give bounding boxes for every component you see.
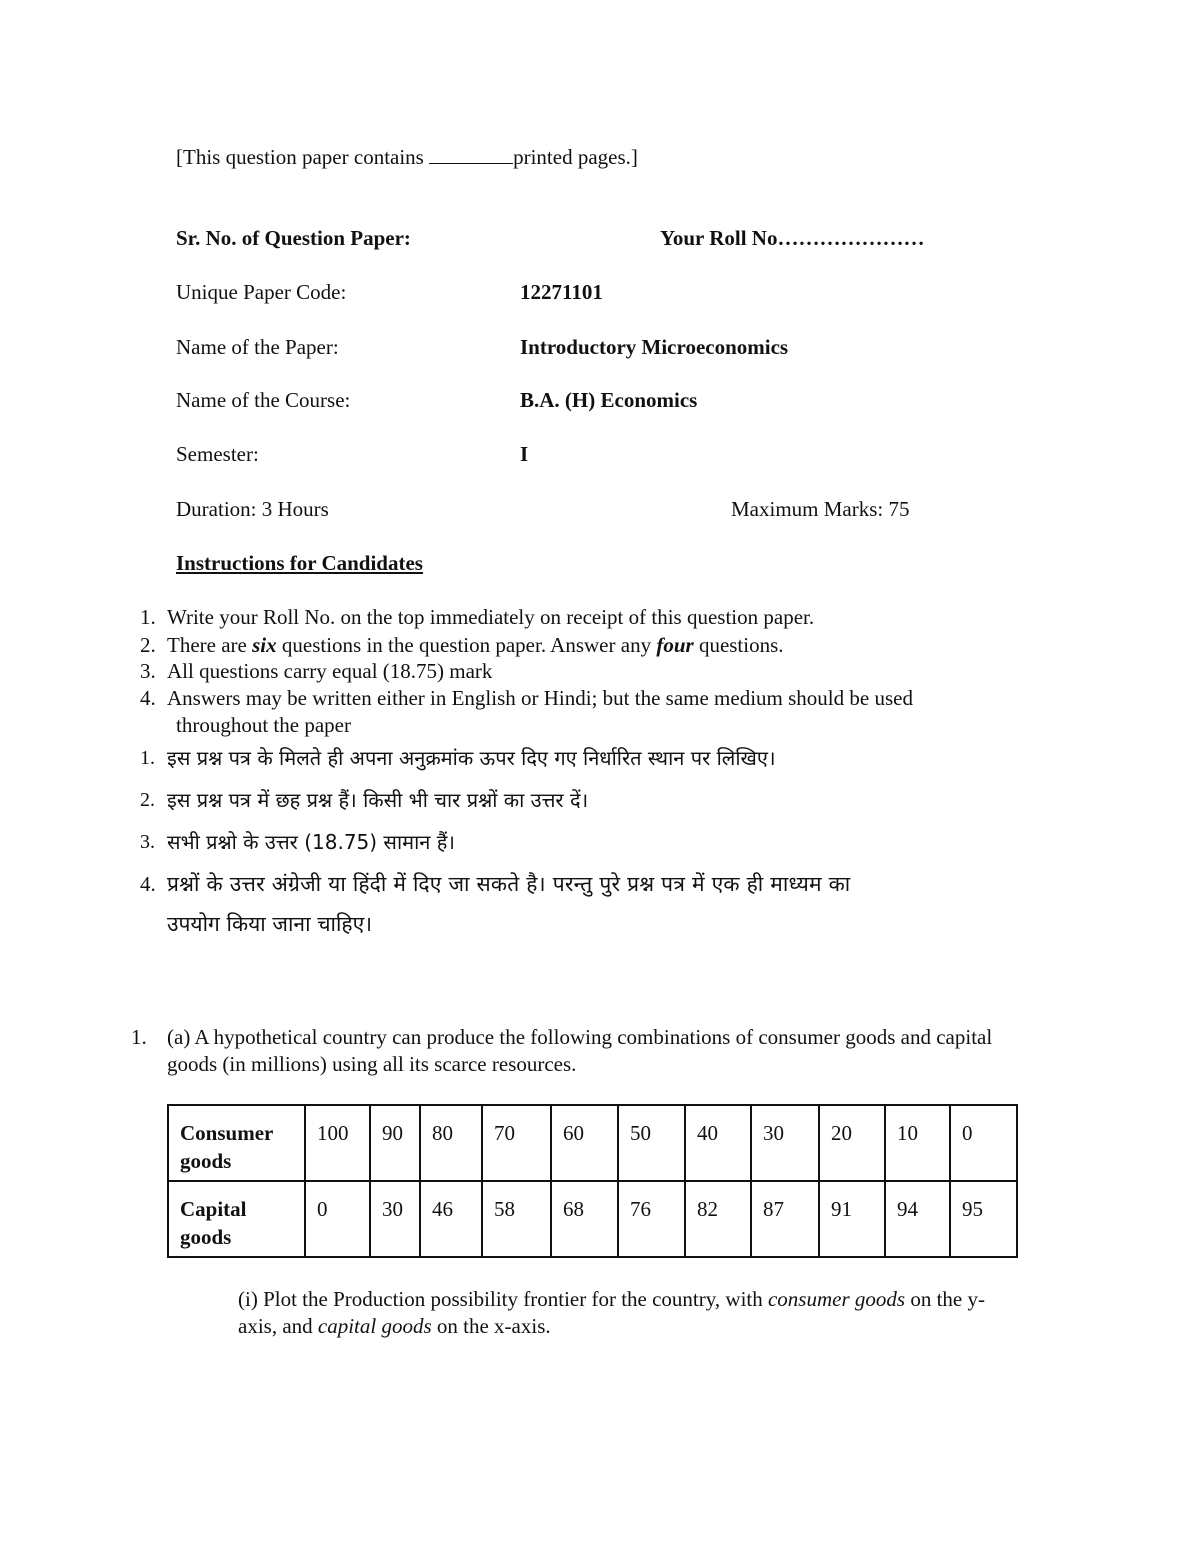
table-cell: 50: [618, 1105, 685, 1181]
roll-no-label: Your Roll No…………………: [660, 226, 925, 250]
table-cell: 60: [551, 1105, 618, 1181]
sub-question-text: (i) Plot the Production possibility frontier for the country, with: [238, 1287, 768, 1311]
table-cell: 58: [482, 1181, 551, 1257]
instruction-number: 3.: [140, 659, 156, 683]
table-cell: 70: [482, 1105, 551, 1181]
course-name-value: B.A. (H) Economics: [520, 388, 698, 412]
instruction-hi-4-cont: उपयोग किया जाना चाहिए।: [167, 912, 373, 936]
instruction-number: 3.: [140, 831, 155, 853]
table-cell: 0: [950, 1105, 1017, 1181]
table-cell: 0: [305, 1181, 370, 1257]
paper-name-value: Introductory Microeconomics: [520, 335, 789, 359]
instruction-number: 4.: [140, 686, 156, 710]
table-cell: 30: [751, 1105, 819, 1181]
instruction-number: 1.: [140, 747, 155, 769]
instruction-number: 2.: [140, 789, 155, 811]
page-count-line: [176, 144, 638, 171]
instruction-text-part: questions in the question paper. Answer any: [276, 633, 657, 657]
table-cell: 76: [618, 1181, 685, 1257]
question-1-cont: goods (in millions) using all its scarce resources.: [167, 1052, 577, 1076]
table-row: [168, 1181, 1017, 1257]
instruction-number: 2.: [140, 633, 156, 657]
emphasis-consumer-goods: consumer goods: [767, 1287, 906, 1311]
instruction-text: Answers may be written either in English or Hindi; but the same medium should be used: [167, 686, 913, 710]
table-cell: 90: [370, 1105, 420, 1181]
instruction-text: All questions carry equal (18.75) mark: [167, 659, 493, 683]
instruction-text-hindi: प्रश्नों के उत्तर अंग्रेजी या हिंदी में दिए जा सकते है। परन्तु पुरे प्रश्न पत्र में एक ही माध्यम का: [167, 872, 851, 896]
instruction-text-hindi: इस प्रश्न पत्र में छह प्रश्न हैं। किसी भी चार प्रश्नों का उत्तर दें।: [167, 788, 589, 812]
sub-question-i: [238, 1286, 985, 1313]
table-cell: 10: [885, 1105, 950, 1181]
instruction-text-hindi: इस प्रश्न पत्र के मिलते ही अपना अनुक्रमांक ऊपर दिए गए निर्धारित स्थान पर लिखिए।: [167, 746, 776, 770]
table-cell: 80: [420, 1105, 482, 1181]
instruction-text-part: questions.: [693, 633, 784, 657]
table-cell: 95: [950, 1181, 1017, 1257]
instruction-text-part: There are: [167, 633, 253, 657]
table-cell: 87: [751, 1181, 819, 1257]
instruction-en-4-cont: throughout the paper: [176, 713, 351, 737]
row-label-consumer-goods: Consumer goods: [168, 1105, 305, 1181]
sr-no-label: Sr. No. of Question Paper:: [176, 226, 411, 250]
upc-label: Unique Paper Code:: [176, 280, 347, 304]
table-cell: 91: [819, 1181, 885, 1257]
page-count-blank: [429, 145, 513, 164]
ppf-table: [167, 1104, 1018, 1258]
table-cell: 68: [551, 1181, 618, 1257]
emphasis-capital-goods: capital goods: [317, 1314, 432, 1338]
table-cell: 94: [885, 1181, 950, 1257]
emphasis-four: four: [656, 633, 694, 657]
table-cell: 20: [819, 1105, 885, 1181]
instruction-text: [167, 632, 784, 659]
paper-name-label: Name of the Paper:: [176, 335, 339, 359]
table-cell: 100: [305, 1105, 370, 1181]
question-number: 1.: [131, 1025, 147, 1049]
table-cell: 30: [370, 1181, 420, 1257]
sub-question-text: on the x-axis.: [431, 1314, 551, 1338]
table-cell: 40: [685, 1105, 751, 1181]
sub-question-text: axis, and: [238, 1314, 318, 1338]
upc-value: 12271101: [520, 280, 603, 304]
max-marks: Maximum Marks: 75: [731, 497, 910, 521]
semester-value: I: [520, 442, 529, 466]
table-row: [168, 1105, 1017, 1181]
sub-question-i-cont: [238, 1313, 551, 1340]
page-count-suffix: printed pages.]: [513, 145, 638, 169]
row-label-capital-goods: Capital goods: [168, 1181, 305, 1257]
question-text: (a) A hypothetical country can produce the following combinations of consumer goods and capital: [167, 1025, 993, 1049]
emphasis-six: six: [252, 633, 277, 657]
sub-question-text: on the y-: [905, 1287, 985, 1311]
instruction-text: Write your Roll No. on the top immediately on receipt of this question paper.: [167, 605, 815, 629]
duration: Duration: 3 Hours: [176, 497, 329, 521]
instruction-text-hindi: सभी प्रश्नो के उत्तर (18.75) सामान हैं।: [167, 830, 455, 854]
semester-label: Semester:: [176, 442, 259, 466]
course-name-label: Name of the Course:: [176, 388, 351, 412]
table-cell: 46: [420, 1181, 482, 1257]
table-cell: 82: [685, 1181, 751, 1257]
page-count-prefix: [This question paper contains: [176, 145, 430, 169]
instruction-number: 4.: [140, 872, 156, 896]
instruction-number: 1.: [140, 605, 156, 629]
instructions-heading: Instructions for Candidates: [176, 551, 423, 575]
